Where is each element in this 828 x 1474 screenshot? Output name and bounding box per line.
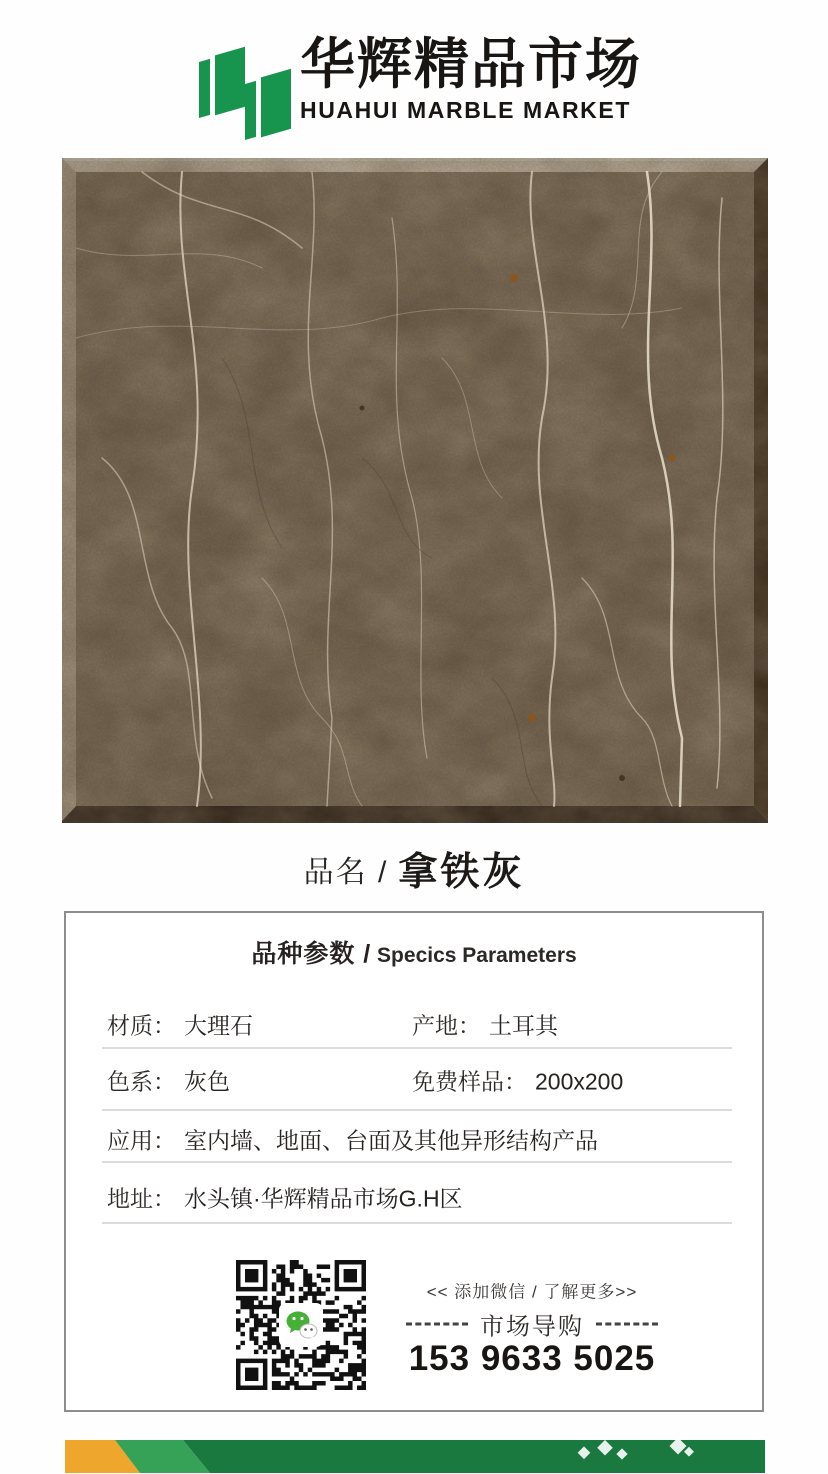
product-name-value: 拿铁灰 xyxy=(398,851,525,894)
spec-application-label: 应用： xyxy=(107,1127,176,1154)
specs-title-english: Specics Parameters xyxy=(371,944,577,967)
wechat-hint-text: << 添加微信 / 了解更多>> xyxy=(426,1282,638,1302)
spec-material-value: 大理石 xyxy=(184,1012,253,1039)
spec-origin-value: 土耳其 xyxy=(489,1012,558,1039)
spec-color-value: 灰色 xyxy=(184,1068,230,1095)
brand-header xyxy=(193,28,663,140)
dash-decoration-right xyxy=(596,1323,658,1326)
wechat-qr-code xyxy=(236,1260,366,1390)
dash-decoration-left xyxy=(406,1323,468,1326)
brand-logo-icon xyxy=(193,30,297,144)
product-name-line xyxy=(0,840,828,898)
market-guide-label: 市场导购 xyxy=(480,1313,584,1341)
specs-title-chinese: 品种参数 / xyxy=(251,940,372,968)
phone-number: 153 9633 5025 xyxy=(408,1339,656,1378)
spec-origin-label: 产地： xyxy=(412,1012,481,1039)
brand-name-english: HUAHUI MARBLE MARKET xyxy=(300,96,631,123)
spec-application-value: 室内墙、地面、台面及其他异形结构产品 xyxy=(184,1127,598,1154)
spec-color-label: 色系： xyxy=(107,1068,176,1095)
marble-tile-photo xyxy=(62,158,768,823)
spec-address-value: 水头镇·华辉精品市场G.H区 xyxy=(184,1185,463,1212)
brand-name-chinese: 华辉精品市场 xyxy=(300,33,643,95)
product-name-label: 品名 / xyxy=(303,856,389,889)
market-guide-line xyxy=(406,1307,658,1342)
contact-block xyxy=(406,913,658,1410)
spec-material-label: 材质： xyxy=(107,1012,176,1039)
spec-sample-value: 200x200 xyxy=(535,1068,624,1095)
wechat-icon xyxy=(279,1303,323,1347)
spec-color-family xyxy=(107,1064,230,1097)
spec-address-label: 地址： xyxy=(107,1185,176,1212)
spec-material xyxy=(107,1008,253,1041)
spec-sample-label: 免费样品： xyxy=(412,1068,527,1095)
specs-panel xyxy=(64,911,764,1412)
footer-stripe xyxy=(0,1440,828,1473)
